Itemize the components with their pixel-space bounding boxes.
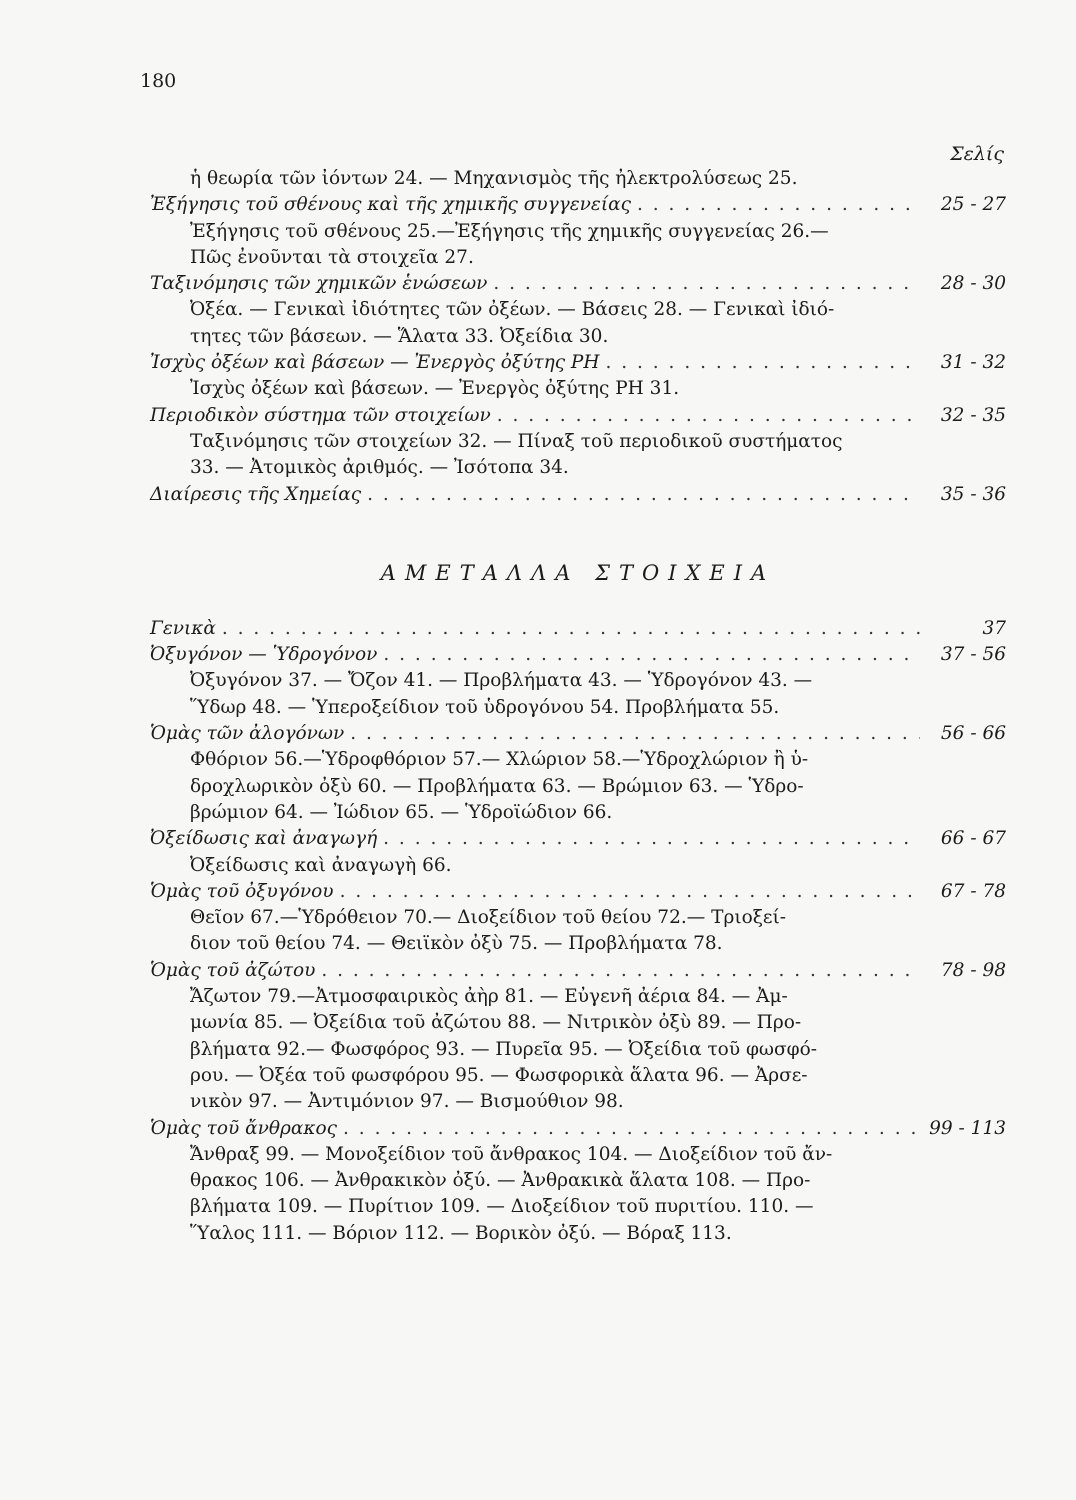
toc-entry-description-line: Ὕδωρ 48. — Ὑπεροξείδιον τοῦ ὑδρογόνου 54. Προβλήματα 55. — [190, 696, 780, 718]
table-of-contents — [150, 166, 1006, 1247]
toc-entry-pages: 78 - 98 — [940, 959, 1006, 981]
toc-entry-description-line: Ὀξείδωσις καὶ ἀναγωγὴ 66. — [190, 854, 452, 876]
dot-leader — [497, 403, 920, 429]
page-number: 180 — [140, 70, 177, 92]
toc-entry-description-line: Ὕαλος 111. — Βόριον 112. — Βορικὸν ὀξύ. — Βόραξ 113. — [190, 1222, 732, 1244]
toc-entry — [150, 482, 1006, 508]
toc-entry-title: Ἰσχὺς ὀξέων καὶ βάσεων — Ἐνεργὸς ὀξύτης PH — [150, 352, 600, 374]
toc-entry-title: Περιοδικὸν σύστημα τῶν στοιχείων — [150, 404, 491, 426]
dot-leader — [222, 616, 920, 642]
toc-entry — [150, 1116, 1006, 1142]
toc-entry — [150, 642, 1006, 668]
toc-entry — [150, 403, 1006, 429]
toc-entry-description-line: Ὀξέα. — Γενικαὶ ἰδιότητες τῶν ὀξέων. — Βάσεις 28. — Γενικαὶ ἰδιό- — [190, 299, 835, 321]
toc-entry-description-line: Ἐξήγησις τοῦ σθένους 25.—Ἐξήγησις τῆς χημικῆς συγγενείας 26.— — [190, 220, 829, 242]
toc-entry-pages: 35 - 36 — [940, 483, 1006, 505]
toc-entry-title: Ὁμὰς τοῦ ἄνθρακος — [150, 1117, 338, 1139]
toc-entry-pages: 37 - 56 — [940, 644, 1006, 666]
toc-entry-description-line: βρώμιον 64. — Ἰώδιον 65. — Ὑδροϊώδιον 66. — [190, 801, 613, 823]
toc-entry — [150, 721, 1006, 747]
toc-entry — [150, 826, 1006, 852]
toc-block-1 — [150, 192, 1006, 508]
dot-leader — [637, 192, 920, 218]
toc-entry-title: Γενικὰ — [150, 617, 216, 639]
dot-leader — [350, 721, 920, 747]
toc-entry-pages: 37 — [982, 617, 1006, 639]
pages-column-header: Σελίς — [950, 143, 1004, 165]
toc-entry-description-line: μωνία 85. — Ὀξείδια τοῦ ἀζώτου 88. — Νιτρικὸν ὀξὺ 89. — Προ- — [190, 1012, 802, 1034]
toc-entry-title: Ὀξυγόνον — Ὑδρογόνον — [150, 644, 378, 666]
toc-entry-description-line: θρακος 106. — Ἀνθρακικὸν ὀξύ. — Ἀνθρακικὰ ἅλατα 108. — Προ- — [190, 1170, 811, 1192]
toc-entry-title: Ὁμὰς τοῦ ὀξυγόνου — [150, 880, 334, 902]
dot-leader — [321, 958, 920, 984]
toc-entry-pages: 31 - 32 — [940, 352, 1006, 374]
toc-entry — [150, 350, 1006, 376]
toc-entry-title: Ἐξήγησις τοῦ σθένους καὶ τῆς χημικῆς συγγενείας — [150, 194, 631, 216]
dot-leader — [367, 482, 920, 508]
dot-leader — [493, 271, 920, 297]
toc-entry-description-line: ρου. — Ὀξέα τοῦ φωσφόρου 95. — Φωσφορικὰ ἅλατα 96. — Ἀρσε- — [190, 1064, 808, 1086]
toc-block-2 — [150, 616, 1006, 1247]
dot-leader — [340, 879, 920, 905]
toc-entry-description-line: διον τοῦ θείου 74. — Θειϊκὸν ὀξὺ 75. — Προβλήματα 78. — [190, 933, 723, 955]
toc-entry-pages: 67 - 78 — [940, 880, 1006, 902]
toc-entry — [150, 616, 1006, 642]
toc-entry-description-line: 33. — Ἀτομικὸς ἀριθμός. — Ἰσότοπα 34. — [190, 457, 569, 479]
toc-entry-description-line: τητες τῶν βάσεων. — Ἅλατα 33. Ὀξείδια 30. — [190, 325, 609, 347]
toc-entry-pages: 56 - 66 — [940, 723, 1006, 745]
toc-entry-title: Ὁμὰς τοῦ ἀζώτου — [150, 959, 316, 981]
toc-entry-pages: 28 - 30 — [940, 273, 1006, 295]
toc-entry-title: Διαίρεσις τῆς Χημείας — [150, 483, 362, 505]
toc-entry-description-line: Ὀξυγόνον 37. — Ὄζον 41. — Προβλήματα 43. — Ὑδρογόνον 43. — — [190, 670, 813, 692]
toc-entry-description-line: δροχλωρικὸν ὀξὺ 60. — Προβλήματα 63. — Βρώμιον 63. — Ὑδρο- — [190, 775, 804, 797]
toc-entry-pages: 99 - 113 — [929, 1117, 1006, 1139]
toc-entry-description-line: νικὸν 97. — Ἀντιμόνιον 97. — Βισμούθιον 98. — [190, 1091, 624, 1113]
toc-entry-pages: 25 - 27 — [940, 194, 1006, 216]
toc-entry-description-line: βλήματα 109. — Πυρίτιον 109. — Διοξείδιον τοῦ πυριτίου. 110. — — [190, 1196, 814, 1218]
toc-entry-title: Ὀξείδωσις καὶ ἀναγωγή — [150, 828, 378, 850]
toc-entry-description-line: Ἄνθραξ 99. — Μονοξείδιον τοῦ ἄνθρακος 104. — Διοξείδιον τοῦ ἄν- — [190, 1143, 833, 1165]
dot-leader — [606, 350, 920, 376]
toc-entry-title: Ταξινόμησις τῶν χημικῶν ἑνώσεων — [150, 273, 488, 295]
toc-entry-description-line: βλήματα 92.— Φωσφόρος 93. — Πυρεῖα 95. — Ὀξείδια τοῦ φωσφό- — [190, 1038, 817, 1060]
section-heading: ΑΜΕΤΑΛΛΑ ΣΤΟΙΧΕΙΑ — [380, 560, 776, 585]
toc-entry-title: Ὁμὰς τῶν ἀλογόνων — [150, 723, 345, 745]
toc-entry-pages: 66 - 67 — [940, 828, 1006, 850]
toc-entry — [150, 958, 1006, 984]
toc-entry-description-line: Ταξινόμησις τῶν στοιχείων 32. — Πίναξ τοῦ περιοδικοῦ συστήματος — [190, 430, 843, 452]
dot-leader — [383, 642, 920, 668]
toc-entry-description-line: Φθόριον 56.—Ὑδροφθόριον 57.— Χλώριον 58.—Ὑδροχλώριον ἢ ὑ- — [190, 749, 809, 771]
toc-entry-description-line: Ἰσχὺς ὀξέων καὶ βάσεων. — Ἐνεργὸς ὀξύτης PH 31. — [190, 378, 680, 400]
dot-leader — [343, 1116, 920, 1142]
toc-entry-description-line: Πῶς ἐνοῦνται τὰ στοιχεῖα 27. — [190, 246, 474, 268]
continuation-line: ἡ θεωρία τῶν ἰόντων 24. — Μηχανισμὸς τῆς ἠλεκτρολύσεως 25. — [190, 168, 798, 189]
toc-entry-description-line: Ἄζωτον 79.—Ἀτμοσφαιρικὸς ἀὴρ 81. — Εὐγενῆ ἀέρια 84. — Ἀμ- — [190, 986, 788, 1008]
dot-leader — [383, 826, 920, 852]
toc-entry-pages: 32 - 35 — [940, 404, 1006, 426]
toc-entry-description-line: Θεῖον 67.—Ὑδρόθειον 70.— Διοξείδιον τοῦ θείου 72.— Τριοξεί- — [190, 907, 786, 929]
toc-entry — [150, 879, 1006, 905]
toc-entry — [150, 271, 1006, 297]
toc-entry — [150, 192, 1006, 218]
